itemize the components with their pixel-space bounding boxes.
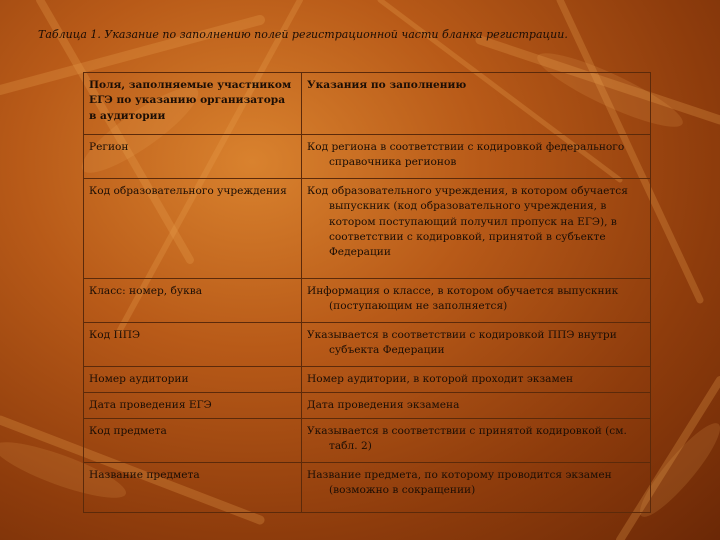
table-row [84,393,651,419]
table-row [84,463,651,513]
table-row [84,367,651,393]
instruction-cell: Код образовательного учреждения, в котором обучается выпускник (код образовательного учреждения, в котором поступающий получил пропуск на ЕГЭ), в соответствии с кодировкой, принятой в субъекте Федерации [307,185,628,259]
table-header-row [84,73,651,135]
instruction-cell: Код региона в соответствии с кодировкой федерального справочника регионов [307,141,625,169]
header-instructions: Указания по заполнению [302,73,651,135]
table-row [84,279,651,323]
header-fields: Поля, заполняемые участником ЕГЭ по указанию организатора в аудитории [84,73,302,135]
field-cell: Название предмета [84,463,302,513]
instruction-cell: Указывается в соответствии с принятой кодировкой (см. табл. 2) [307,425,627,453]
table-row [84,323,651,367]
field-cell: Номер аудитории [84,367,302,393]
table-caption: Таблица 1. Указание по заполнению полей регистрационной части бланка регистрации. [38,28,568,41]
field-cell: Код ППЭ [84,323,302,367]
field-cell: Код образовательного учреждения [84,179,302,279]
table-row [84,419,651,463]
field-cell: Класс: номер, буква [84,279,302,323]
instructions-table [83,72,651,513]
instruction-cell: Название предмета, по которому проводится экзамен (возможно в сокращении) [307,469,612,497]
table-row [84,135,651,179]
field-cell: Дата проведения ЕГЭ [84,393,302,419]
table-row [84,179,651,279]
instruction-cell: Номер аудитории, в которой проходит экзамен [307,373,574,385]
instruction-cell: Информация о классе, в котором обучается выпускник (поступающим не заполняется) [307,285,619,313]
instruction-cell: Указывается в соответствии с кодировкой ППЭ внутри субъекта Федерации [307,329,617,357]
instruction-cell: Дата проведения экзамена [307,399,460,411]
field-cell: Код предмета [84,419,302,463]
field-cell: Регион [84,135,302,179]
